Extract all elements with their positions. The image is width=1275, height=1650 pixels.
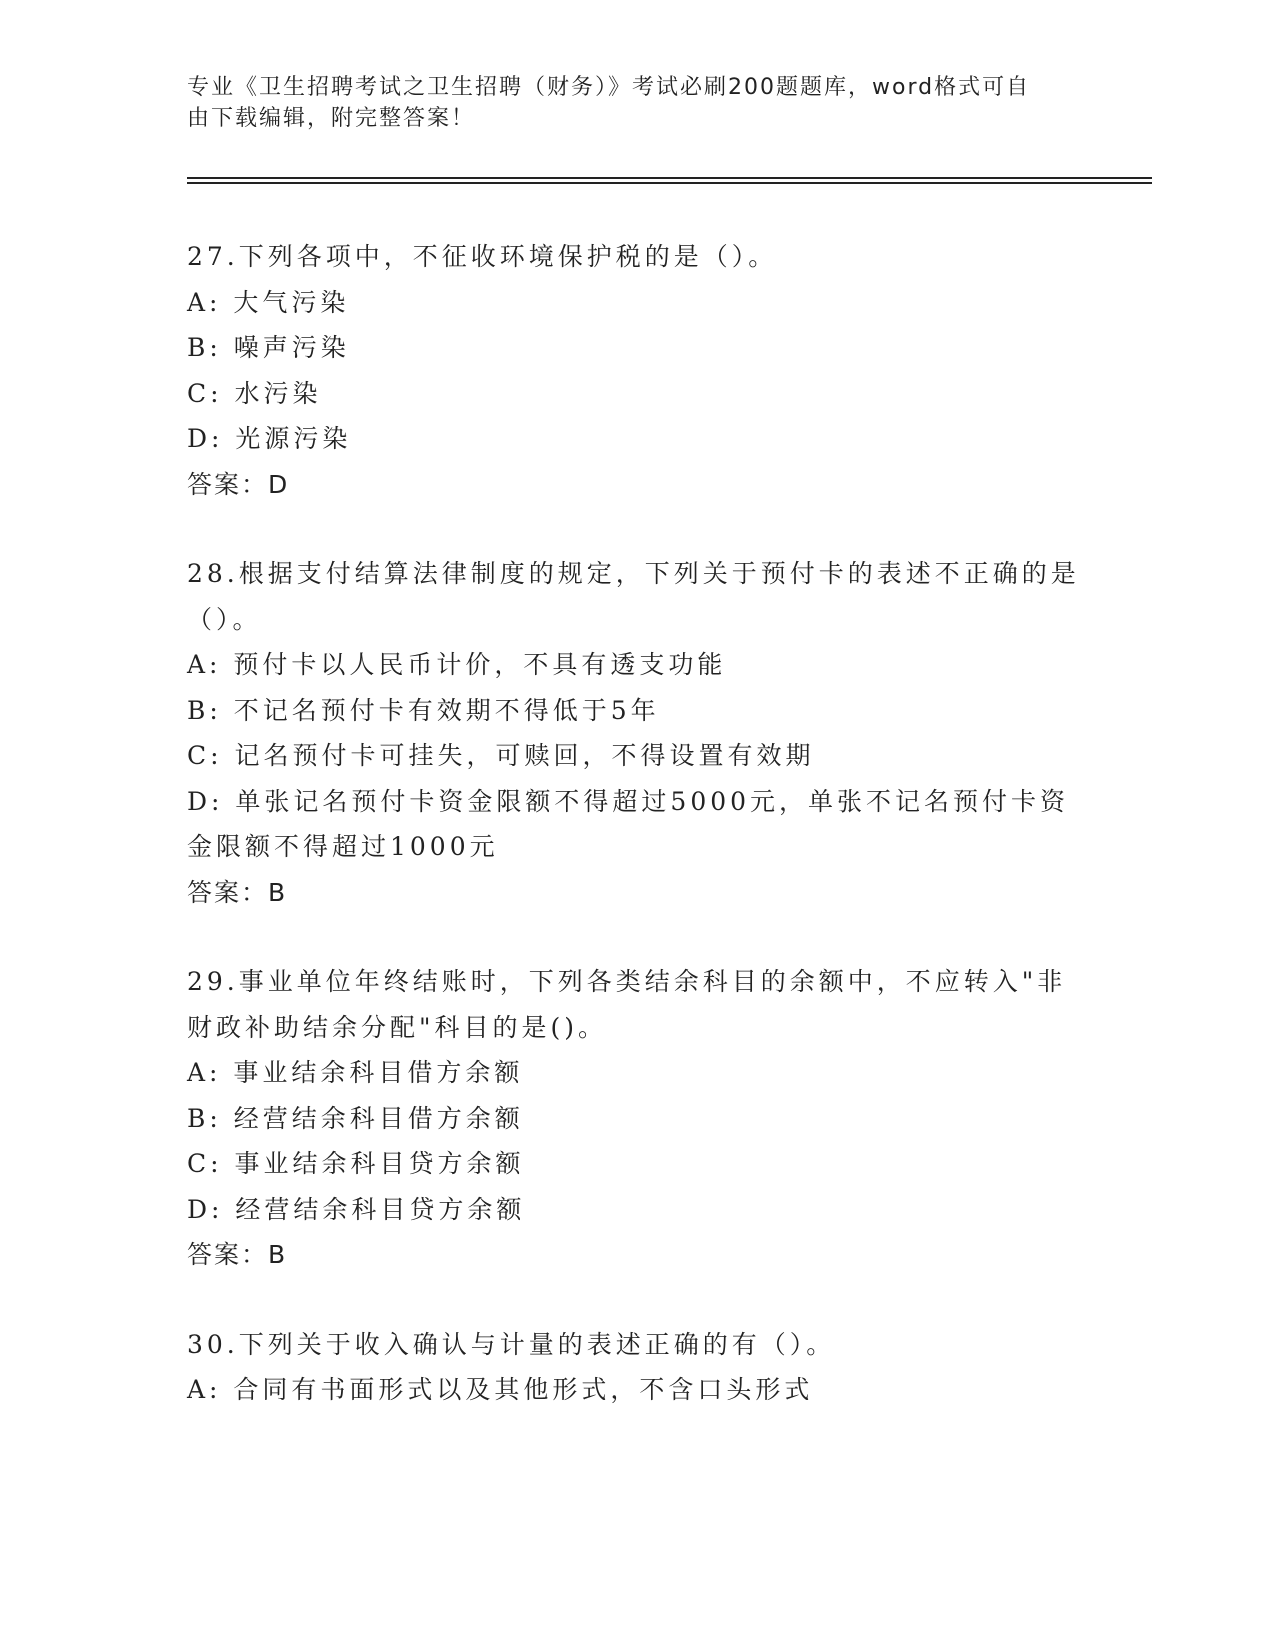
option-b: B: 经营结余科目借方余额 [187,1103,524,1133]
question-stem-continued: （）。 [187,604,262,634]
question-30 [187,1322,1087,1413]
option-d-continued: 金限额不得超过1000元 [187,832,499,861]
header-divider-top [187,177,1152,179]
option-a: A: 大气污染 [187,287,350,317]
question-stem: 30.下列关于收入确认与计量的表述正确的有（）。 [187,1329,836,1359]
option-a: A: 预付卡以人民币计价，不具有透支功能 [187,650,727,679]
question-stem: 27.下列各项中，不征收环境保护税的是（）。 [187,242,778,271]
question-stem: 29.事业单位年终结账时，下列各类结余科目的余额中，不应转入"非 [187,967,1067,996]
question-27 [187,234,1087,507]
option-c: C: 记名预付卡可挂失，可赎回，不得设置有效期 [187,741,815,770]
question-stem: 28.根据支付结算法律制度的规定，下列关于预付卡的表述不正确的是 [187,559,1080,588]
question-stem-continued: 财政补助结余分配"科目的是()。 [187,1012,608,1042]
answer: 答案：D [187,469,290,499]
option-d: D: 经营结余科目贷方余额 [187,1194,526,1224]
answer: 答案：B [187,877,288,907]
question-29 [187,959,1087,1278]
option-b: B: 噪声污染 [187,333,350,362]
option-d: D: 光源污染 [187,424,352,453]
header-line-2: 由下载编辑，附完整答案！ [187,106,476,131]
question-28 [187,551,1087,915]
option-c: C: 水污染 [187,378,322,408]
header-divider-bottom [187,182,1152,184]
question-list [187,234,1087,1457]
option-b: B: 不记名预付卡有效期不得低于5年 [187,695,660,725]
document-header [187,72,1067,134]
option-c: C: 事业结余科目贷方余额 [187,1149,525,1178]
option-a: A: 合同有书面形式以及其他形式，不含口头形式 [187,1375,814,1404]
option-a: A: 事业结余科目借方余额 [187,1058,524,1087]
header-line-1: 专业《卫生招聘考试之卫生招聘（财务）》考试必刷200题题库，word格式可自 [187,75,1031,100]
option-d: D: 单张记名预付卡资金限额不得超过5000元，单张不记名预付卡资 [187,786,1070,816]
answer: 答案：B [187,1240,288,1269]
